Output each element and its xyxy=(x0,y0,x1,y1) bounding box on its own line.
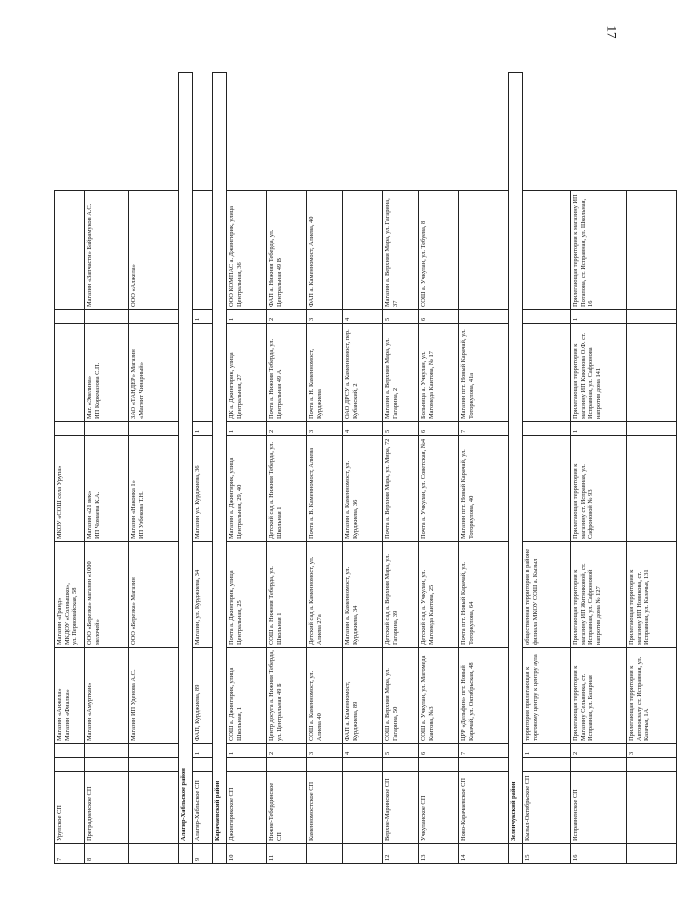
cell-c6: Магазин «Запчасти» Байрамуков А.С. xyxy=(85,191,129,310)
cell-c2: ФАП, Курджиева, 89 xyxy=(193,648,213,744)
cell-c6n: 1 xyxy=(571,310,627,324)
cell-c3: Прилегающая территория к магазину ИП Новикова, ст. Исправная, ул. Казачья, 131 xyxy=(627,542,677,648)
cell-c2: территория прилегающая к торговому центру к центру аула xyxy=(523,648,571,744)
cell-c2n: 3 xyxy=(307,744,343,758)
cell-c5: Почта а. Нижняя Теберда, ул. Центральная 49 А xyxy=(267,324,307,422)
cell-c2: Магазин ИП Уденова А.С. xyxy=(129,648,179,744)
cell-c2n: 1 xyxy=(523,744,571,758)
cell-c2: СОШ а. Каменномост, ул. Алиева 40 xyxy=(307,648,343,744)
cell-c2n: 2 xyxy=(571,744,627,758)
region-title: Алагир-Хабльское район xyxy=(179,73,193,844)
cell-c4: Почта а. Верхняя Мара, ул. Мира, 72 xyxy=(383,436,419,542)
cell-no xyxy=(307,844,343,864)
cell-c2: Магазин «Амурткан» xyxy=(85,648,129,744)
cell-c5n: 3 xyxy=(307,422,343,436)
cell-c2n: 3 xyxy=(627,744,677,758)
table-row xyxy=(627,73,677,864)
cell-c6 xyxy=(55,191,85,310)
cell-c4: Магазин а. Джингирик, улица Центральная, 29, 40 xyxy=(227,436,267,542)
cell-sp xyxy=(129,772,179,844)
cell-c2: Прилегающая территория к Магазину Сельвинка, ст. Исправная, ул. Базарная xyxy=(571,648,627,744)
cell-c2: СОШ а. Джингирик, улица Школьная, 1 xyxy=(227,648,267,744)
table-row xyxy=(307,73,343,864)
cell-c6: ФАП а. Нижняя Теберда, ул. Центральная 49 В xyxy=(267,191,307,310)
cell-c6n: 2 xyxy=(267,310,307,324)
cell-c6: ФАП а. Каменномост, Алиева, 40 xyxy=(307,191,343,310)
cell-c5n xyxy=(523,422,571,436)
cell-c2n: 5 xyxy=(383,744,419,758)
cell-c2: Центр досуга а. Нижняя Теберда, ул. Центральная 49 Б xyxy=(267,648,307,744)
table-row xyxy=(343,73,383,864)
cell-c1n xyxy=(129,758,179,772)
cell-c1n xyxy=(343,758,383,772)
cell-c2: ФАП а. Каменномост, Курджиева, 89 xyxy=(343,648,383,744)
cell-c3: ООО «Березка» Магазин xyxy=(129,542,179,648)
cell-sp xyxy=(343,772,383,844)
cell-c5: Магазин а. Верхняя Мара, ул. Гагарина, 2 xyxy=(383,324,419,422)
region-cell-empty xyxy=(179,844,193,864)
cell-c6n xyxy=(523,310,571,324)
cell-c6: Прилегающая территория к магазину ИП Потапова, ст. Исправная, ул. Школьная, 16 xyxy=(571,191,627,310)
cell-no: 9 xyxy=(193,844,213,864)
cell-c3: Почта а. Джингирик, улица Центральная, 25 xyxy=(227,542,267,648)
cell-c4: Магазин пгт. Новый Карачай, ул. Тоторкулова, 40 xyxy=(459,436,509,542)
cell-no xyxy=(627,844,677,864)
table-row xyxy=(85,73,129,864)
cell-c6n xyxy=(85,310,129,324)
cell-c1n xyxy=(267,758,307,772)
cell-c6 xyxy=(523,191,571,310)
cell-c5: Почта а. Н. Каменномост, Курджиева xyxy=(307,324,343,422)
cell-c2: СОШ а. Учкулан, ул. Магомеда Каитова, №3 xyxy=(419,648,459,744)
cell-c5n: 5 xyxy=(383,422,419,436)
cell-c1n xyxy=(55,758,85,772)
rotated-document xyxy=(54,72,651,864)
cell-c4: Почта а. Учкулан, ул. Советская, №4 xyxy=(419,436,459,542)
cell-c1n xyxy=(459,758,509,772)
cell-c5n: 6 xyxy=(419,422,459,436)
cell-c4: Прилегающая территория к магазину ст. Исправная, ул. Сафроновой № 93 xyxy=(571,436,627,542)
cell-no: 8 xyxy=(85,844,129,864)
cell-no xyxy=(129,844,179,864)
cell-c5n xyxy=(85,422,129,436)
cell-c2n: 2 xyxy=(267,744,307,758)
cell-no: 16 xyxy=(571,844,627,864)
cell-c2n: 1 xyxy=(193,744,213,758)
cell-c6 xyxy=(193,191,213,310)
cell-c2: Прилегающая территория к Автовокзалу ст. Исправная, ул. Казачья, 1А xyxy=(627,648,677,744)
cell-c3: Магазин а. Каменномост, ул. Курджиева, 34 xyxy=(343,542,383,648)
cell-sp: Верхне-Маринское СП xyxy=(383,772,419,844)
cell-c5n xyxy=(55,422,85,436)
cell-c4: Магазин ул. Курджиева, 36 xyxy=(193,436,213,542)
cell-c5n: 1 xyxy=(227,422,267,436)
cell-c1n xyxy=(227,758,267,772)
cell-c5n xyxy=(627,422,677,436)
cell-c6n xyxy=(459,310,509,324)
table-row xyxy=(459,73,509,864)
cell-sp: Исправненское СП xyxy=(571,772,627,844)
cell-c6 xyxy=(627,191,677,310)
cell-c5 xyxy=(627,324,677,422)
cell-c4: Магазин «21 век» ИП Чомаева К.А. xyxy=(85,436,129,542)
cell-sp: Алагир-Хабльское СП xyxy=(193,772,213,844)
cell-sp: Джингирикское СП xyxy=(227,772,267,844)
table-row xyxy=(523,73,571,864)
cell-no: 14 xyxy=(459,844,509,864)
region-row xyxy=(509,73,523,864)
region-cell-empty xyxy=(213,844,227,864)
region-row xyxy=(179,73,193,864)
cell-c2n: 6 xyxy=(419,744,459,758)
table-row xyxy=(55,73,85,864)
cell-c6 xyxy=(459,191,509,310)
cell-c3: ООО «Березка» магазин «1000 мелочей» xyxy=(85,542,129,648)
cell-c5: Маг. «Эвелина» ИП Коркмазова С.П. xyxy=(85,324,129,422)
region-title: Карачаевский район xyxy=(213,73,227,844)
region-row xyxy=(213,73,227,864)
cell-sp xyxy=(627,772,677,844)
cell-no: 15 xyxy=(523,844,571,864)
cell-c3: Детский сад а. Учкулан, ул. Магомеда Каитова, 25 xyxy=(419,542,459,648)
table-row xyxy=(267,73,307,864)
table-row xyxy=(419,73,459,864)
cell-sp: Урупское СП xyxy=(55,772,85,844)
cell-c2n: 7 xyxy=(459,744,509,758)
cell-c5: ЗАО «ТАНДЕР» Магазин «Магнит Чинарный» xyxy=(129,324,179,422)
cell-no: 13 xyxy=(419,844,459,864)
cell-c6: ООО КОМПАС а. Джингирик, улица Центральная, 36 xyxy=(227,191,267,310)
cell-c1n xyxy=(627,758,677,772)
cell-c5n: 1 xyxy=(571,422,627,436)
cell-c2n xyxy=(129,744,179,758)
cell-c2n: 4 xyxy=(343,744,383,758)
cell-no xyxy=(343,844,383,864)
table-row xyxy=(227,73,267,864)
cell-c2: СОШ а. Верхняя Мара, ул. Гагарина, 50 xyxy=(383,648,419,744)
cell-c2n: 1 xyxy=(227,744,267,758)
cell-c5: ДК а. Джингирик, улица Центральная, 27 xyxy=(227,324,267,422)
cell-c5: Больница а. Учкулан, ул. Магомеда Каитова, № 17 xyxy=(419,324,459,422)
cell-c1n xyxy=(419,758,459,772)
cell-c6n: 6 xyxy=(419,310,459,324)
cell-c2n xyxy=(85,744,129,758)
cell-c5: Магазин пгт. Новый Карачай, ул. Тоторкулова, 41а xyxy=(459,324,509,422)
cell-c6 xyxy=(343,191,383,310)
cell-c1n xyxy=(307,758,343,772)
cell-c6n: 1 xyxy=(193,310,213,324)
cell-c4 xyxy=(523,436,571,542)
table-row xyxy=(129,73,179,864)
cell-c6: ООО «Алжела» xyxy=(129,191,179,310)
cell-c4: Магазин «Наконка 1» ИП Узбекова Т.Н. xyxy=(129,436,179,542)
cell-c4 xyxy=(627,436,677,542)
cell-c3: Почта пгт. Новый Карачай, ул. Тоторкулова, 64 xyxy=(459,542,509,648)
cell-c3: Детский сад а. Верхняя Мара, ул. Гагарина, 39 xyxy=(383,542,419,648)
cell-c5 xyxy=(523,324,571,422)
cell-c4: Магазин а. Каменномост, ул. Курджиева, 36 xyxy=(343,436,383,542)
cell-c3: общественная территория в районе филиала МКОУ СОШ а. Кызыл xyxy=(523,542,571,648)
cell-c3: СОШ а. Нижняя Теберда, ул. Школьная 1 xyxy=(267,542,307,648)
cell-c6n: 5 xyxy=(383,310,419,324)
cell-c1n xyxy=(85,758,129,772)
cell-c2: Магазин «Анжела» Магазин «Фиалка» xyxy=(55,648,85,744)
table-row xyxy=(571,73,627,864)
locations-table xyxy=(54,72,677,864)
cell-c1n xyxy=(193,758,213,772)
cell-no: 12 xyxy=(383,844,419,864)
cell-c6: Магазин а. Верхняя Мара, ул. Гагарина, 37 xyxy=(383,191,419,310)
cell-c5: Прилегающая территория к магазину ИП Кикенова О.Ф. ст. Исправная, ул. Сафронова напротив дома 141 xyxy=(571,324,627,422)
cell-no: 11 xyxy=(267,844,307,864)
cell-c6n xyxy=(55,310,85,324)
region-title: Зеленчукский район xyxy=(509,73,523,844)
cell-c6n: 1 xyxy=(227,310,267,324)
cell-no: 10 xyxy=(227,844,267,864)
cell-c5n: 1 xyxy=(193,422,213,436)
cell-c5n xyxy=(129,422,179,436)
cell-c3: Прилегающая территория к магазину ИП Житниковой, ст. Исправная, ул. Сафроновой напротив дома № 127 xyxy=(571,542,627,648)
cell-c6n xyxy=(627,310,677,324)
cell-c5n: 4 xyxy=(343,422,383,436)
cell-sp: Нижне-Тебердинское СП xyxy=(267,772,307,844)
cell-c1n xyxy=(383,758,419,772)
cell-c6: СОШ а. Учкулан, ул. Тебуева, 8 xyxy=(419,191,459,310)
cell-c1n xyxy=(571,758,627,772)
table-body xyxy=(55,73,677,864)
cell-c5: ОАО ДРСУ а. Каменномост, пер. Кубанский, 2 xyxy=(343,324,383,422)
cell-c4: МКОУ «СОШ села Урупа» xyxy=(55,436,85,542)
cell-sp: Кызыл-Октябрьское СП xyxy=(523,772,571,844)
cell-c1n xyxy=(523,758,571,772)
cell-c5 xyxy=(55,324,85,422)
cell-c2: ЦРР «Дельфин» пгт. Новый Карачай, ул. Октябрьская, 48 xyxy=(459,648,509,744)
cell-c2n xyxy=(55,744,85,758)
page-number: 17 xyxy=(604,25,620,39)
table-row xyxy=(383,73,419,864)
cell-sp: Учкуланское СП xyxy=(419,772,459,844)
cell-sp: Каменномостское СП xyxy=(307,772,343,844)
cell-sp: Ново-Карачаевское СП xyxy=(459,772,509,844)
cell-c5n: 2 xyxy=(267,422,307,436)
cell-c3: Магазин «Гранд» МКДОУ «Солнышко», ул. Первомайская, 58 xyxy=(55,542,85,648)
cell-c6n xyxy=(129,310,179,324)
cell-c5 xyxy=(193,324,213,422)
cell-c3: Детский сад а. Каменномост, ул. Алиева 27а xyxy=(307,542,343,648)
cell-sp: Преградненское СП xyxy=(85,772,129,844)
cell-no: 7 xyxy=(55,844,85,864)
cell-c5n: 7 xyxy=(459,422,509,436)
cell-c3: Магазин, ул. Курджиева, 34 xyxy=(193,542,213,648)
region-cell-empty xyxy=(509,844,523,864)
cell-c6n: 3 xyxy=(307,310,343,324)
cell-c6n: 4 xyxy=(343,310,383,324)
cell-c4: Детский сад а. Нижняя Теберда, ул. Школьная 1 xyxy=(267,436,307,542)
cell-c4: Почта а. В. Каменномост, Алиева xyxy=(307,436,343,542)
table-row xyxy=(193,73,213,864)
